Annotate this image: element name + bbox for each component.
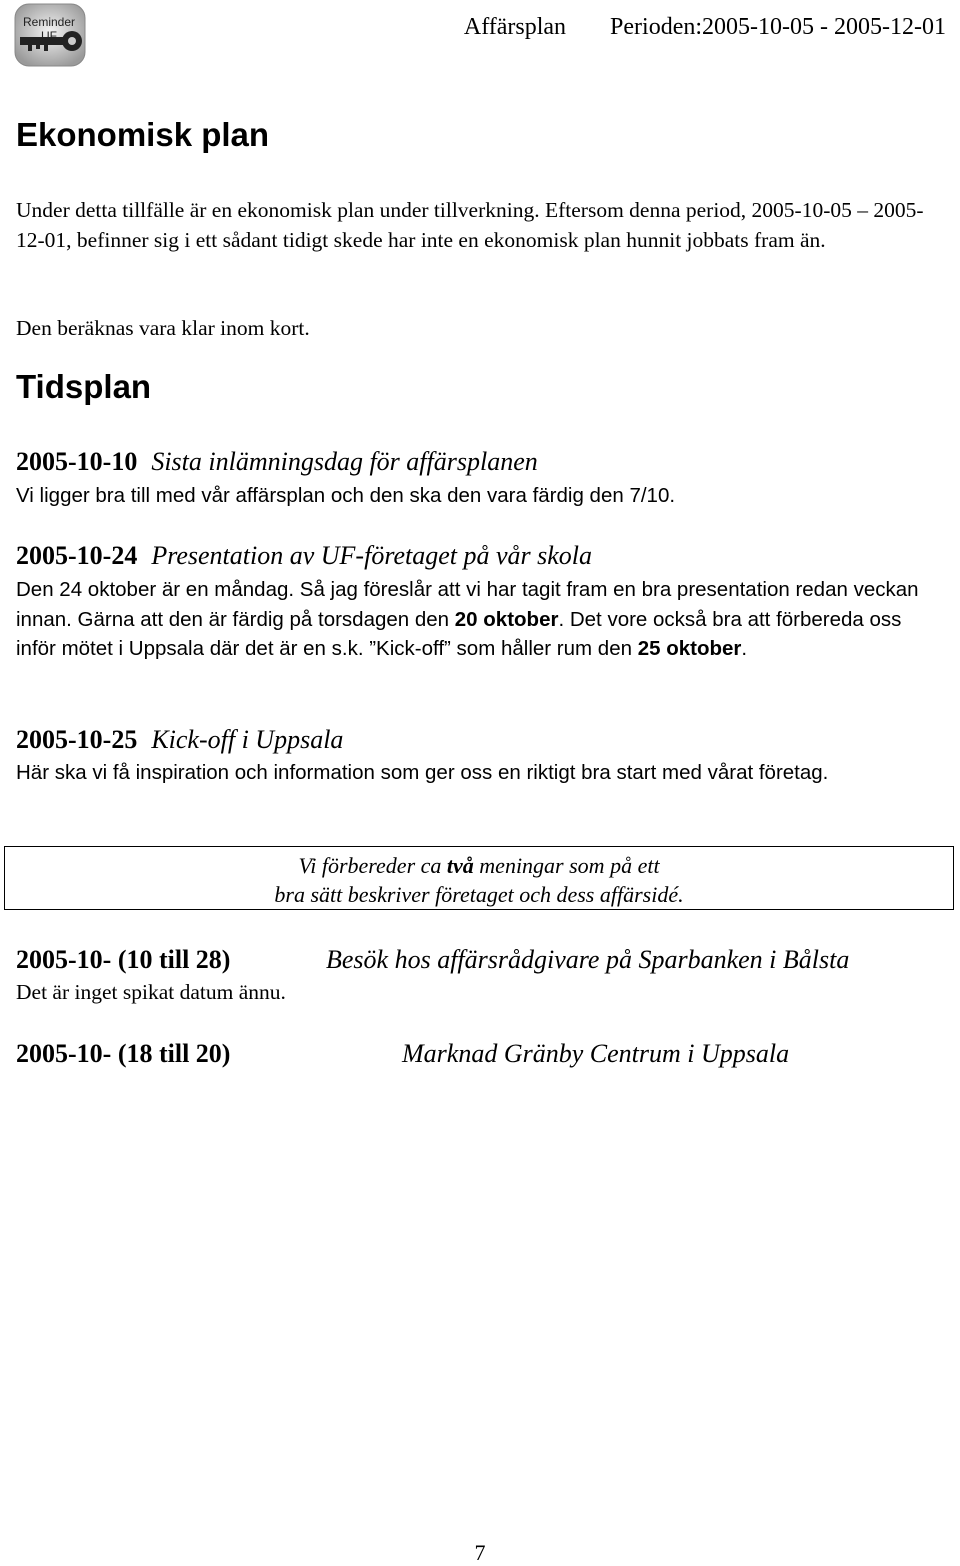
entry-text: Här ska vi få inspiration och information som ger oss en riktigt bra start med vårat företag.: [16, 761, 829, 784]
economic-plan-paragraph: Under detta tillfälle är en ekonomisk plan under tillverkning. Eftersom denna period, 2005-10-05 – 2005-12-01, befinner sig i ett sådant tidigt skede har inte en ekonomisk plan hunnit jobbats fram än.: [16, 198, 924, 252]
entry-text-bold: 20 oktober: [454, 607, 559, 631]
economic-plan-note: Den beräknas vara klar inom kort.: [16, 316, 310, 340]
entry-text-part: Den 24 oktober är en måndag. Så jag föreslår att vi har tagit fram en bra presentation redan veckan innan. Gärna att den är färdig på torsdagen den: [16, 578, 919, 631]
page-header: [464, 14, 946, 41]
boxed-note-line: [5, 851, 953, 880]
boxed-note: [4, 846, 954, 910]
timeline-entry-heading: [16, 724, 946, 756]
entry-text: Det är inget spikat datum ännu.: [16, 980, 286, 1004]
entry-date: 2005-10-24: [16, 541, 138, 570]
timeline-entry-heading: [16, 446, 946, 478]
timeline-heading: Tidsplan: [16, 368, 152, 405]
header-document-title: Affärsplan: [463, 14, 567, 40]
entry-text-part: . Det vore också bra att förbereda oss inför mötet i Uppsala där det är en s.k. ”Kick-off” som håller rum den: [16, 607, 902, 660]
entry-title: Sista inlämningsdag för affärsplanen: [151, 447, 538, 476]
timeline-entry-heading: [16, 944, 946, 976]
entry-text: [16, 575, 946, 664]
timeline-entry-heading: [16, 540, 946, 572]
timeline-entry-heading: [16, 1038, 946, 1070]
company-logo: [14, 3, 88, 67]
header-period: Perioden:2005-10-05 - 2005-12-01: [610, 14, 946, 40]
page-number: 7: [474, 1540, 486, 1565]
entry-text: Vi ligger bra till med vår affärsplan och den ska den vara färdig den 7/10.: [16, 484, 676, 507]
entry-title: Marknad Gränby Centrum i Uppsala: [402, 1039, 790, 1068]
boxed-note-bold: två: [446, 853, 474, 878]
entry-text-part: .: [741, 637, 748, 660]
entry-date: 2005-10- (10 till 28): [16, 945, 231, 974]
entry-title: Kick-off i Uppsala: [151, 725, 344, 754]
entry-date: 2005-10-25: [16, 725, 138, 754]
entry-text-bold: 25 oktober: [637, 637, 742, 660]
entry-title: Besök hos affärsrådgivare på Sparbanken i Bålsta: [326, 945, 850, 974]
economic-plan-heading: Ekonomisk plan: [16, 116, 270, 153]
boxed-note-text: Vi förbereder ca: [298, 853, 447, 878]
boxed-note-line: bra sätt beskriver företaget och dess affärsidé.: [274, 882, 684, 907]
boxed-note-text: meningar som på ett: [473, 853, 660, 878]
entry-date: 2005-10-10: [16, 447, 138, 476]
logo-text: Reminder UF: [22, 15, 76, 43]
entry-title: Presentation av UF-företaget på vår skola: [151, 541, 593, 570]
entry-date: 2005-10- (18 till 20): [16, 1039, 231, 1068]
